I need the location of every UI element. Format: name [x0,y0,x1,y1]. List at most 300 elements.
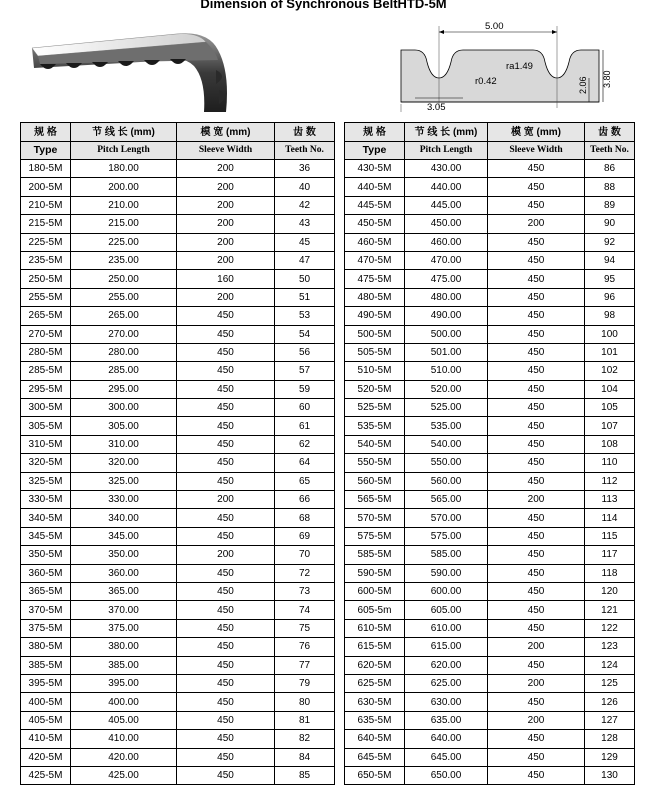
type-cell: 565-5M [345,491,405,509]
type-cell: 620-5M [345,656,405,674]
sleeve-width-cell: 450 [488,601,585,619]
teeth-count-cell: 76 [275,638,335,656]
table-row [21,325,335,343]
teeth-count-cell: 72 [275,564,335,582]
teeth-count-cell: 107 [585,417,635,435]
table-row [345,730,635,748]
type-cell: 280-5M [21,343,71,361]
sleeve-width-cell: 450 [488,362,585,380]
teeth-count-cell: 102 [585,362,635,380]
sleeve-width-cell: 450 [177,582,275,600]
header-pitch-cn: 节 线 长 (mm) [71,123,177,142]
table-row [21,693,335,711]
belt-height-label: 3.80 [602,70,612,88]
pitch-dimension-label: 5.00 [485,21,504,32]
sleeve-width-cell: 160 [177,270,275,288]
sleeve-width-cell: 450 [177,730,275,748]
pitch-length-cell: 300.00 [71,399,177,417]
sleeve-width-cell: 450 [177,472,275,490]
teeth-count-cell: 61 [275,417,335,435]
teeth-count-cell: 114 [585,509,635,527]
sleeve-width-cell: 450 [177,380,275,398]
teeth-count-cell: 36 [275,160,335,178]
teeth-count-cell: 50 [275,270,335,288]
sleeve-width-cell: 450 [488,454,585,472]
sleeve-width-cell: 450 [488,564,585,582]
type-cell: 600-5M [345,582,405,600]
type-cell: 430-5M [345,160,405,178]
type-cell: 410-5M [21,730,71,748]
table-row [21,509,335,527]
teeth-count-cell: 90 [585,215,635,233]
pitch-length-cell: 640.00 [405,730,488,748]
type-cell: 405-5M [21,711,71,729]
teeth-count-cell: 125 [585,674,635,692]
type-cell: 440-5M [345,178,405,196]
table-row [345,251,635,269]
sleeve-width-cell: 450 [177,454,275,472]
type-cell: 445-5M [345,196,405,214]
spec-table-left [20,122,335,785]
pitch-length-cell: 395.00 [71,674,177,692]
teeth-count-cell: 43 [275,215,335,233]
header-pitch-en: Pitch Length [405,142,488,160]
type-cell: 215-5M [21,215,71,233]
pitch-length-cell: 540.00 [405,435,488,453]
header-type-en: Type [345,142,405,160]
table-row [345,711,635,729]
teeth-count-cell: 101 [585,343,635,361]
table-row [345,417,635,435]
type-cell: 650-5M [345,766,405,784]
type-cell: 305-5M [21,417,71,435]
type-cell: 450-5M [345,215,405,233]
type-cell: 255-5M [21,288,71,306]
table-row [345,454,635,472]
header-type-cn: 规 格 [21,123,71,142]
pitch-length-cell: 210.00 [71,196,177,214]
teeth-count-cell: 121 [585,601,635,619]
teeth-count-cell: 81 [275,711,335,729]
sleeve-width-cell: 450 [488,417,585,435]
type-cell: 250-5M [21,270,71,288]
teeth-count-cell: 84 [275,748,335,766]
table-row [345,491,635,509]
table-row [21,417,335,435]
table-body-left [21,160,335,785]
type-cell: 295-5M [21,380,71,398]
sleeve-width-cell: 450 [177,509,275,527]
sleeve-width-cell: 450 [488,380,585,398]
teeth-count-cell: 82 [275,730,335,748]
sleeve-width-cell: 200 [177,288,275,306]
type-cell: 570-5M [345,509,405,527]
root-radius-label: r0.42 [475,76,497,87]
pitch-length-cell: 615.00 [405,638,488,656]
sleeve-width-cell: 200 [488,638,585,656]
header-pitch-en: Pitch Length [71,142,177,160]
pitch-length-cell: 460.00 [405,233,488,251]
sleeve-width-cell: 450 [488,766,585,784]
type-cell: 520-5M [345,380,405,398]
teeth-count-cell: 130 [585,766,635,784]
teeth-count-cell: 42 [275,196,335,214]
table-row [21,472,335,490]
pitch-length-cell: 450.00 [405,215,488,233]
teeth-count-cell: 40 [275,178,335,196]
pitch-length-cell: 630.00 [405,693,488,711]
sleeve-width-cell: 450 [177,638,275,656]
pitch-length-cell: 585.00 [405,546,488,564]
table-row [21,160,335,178]
type-cell: 625-5M [345,674,405,692]
type-cell: 470-5M [345,251,405,269]
type-cell: 560-5M [345,472,405,490]
teeth-count-cell: 65 [275,472,335,490]
type-cell: 425-5M [21,766,71,784]
table-row [345,196,635,214]
sleeve-width-cell: 450 [177,711,275,729]
table-row [21,196,335,214]
pitch-length-cell: 225.00 [71,233,177,251]
header-teeth-cn: 齿 数 [275,123,335,142]
belt-illustration [26,20,236,120]
sleeve-width-cell: 450 [488,748,585,766]
sleeve-width-cell: 200 [488,491,585,509]
type-cell: 360-5M [21,564,71,582]
teeth-count-cell: 124 [585,656,635,674]
sleeve-width-cell: 450 [488,472,585,490]
table-row [345,270,635,288]
table-row [21,215,335,233]
table-row [21,491,335,509]
teeth-count-cell: 98 [585,307,635,325]
sleeve-width-cell: 450 [177,656,275,674]
pitch-length-cell: 425.00 [71,766,177,784]
table-row [345,564,635,582]
sleeve-width-cell: 200 [488,711,585,729]
teeth-count-cell: 85 [275,766,335,784]
type-cell: 540-5M [345,435,405,453]
table-row [345,178,635,196]
type-cell: 480-5M [345,288,405,306]
pitch-length-cell: 500.00 [405,325,488,343]
table-row [21,343,335,361]
pitch-length-cell: 470.00 [405,251,488,269]
pitch-length-cell: 635.00 [405,711,488,729]
table-row [21,178,335,196]
sleeve-width-cell: 450 [488,509,585,527]
teeth-count-cell: 79 [275,674,335,692]
sleeve-width-cell: 450 [488,730,585,748]
table-row [21,251,335,269]
teeth-count-cell: 73 [275,582,335,600]
pitch-length-cell: 575.00 [405,527,488,545]
type-cell: 630-5M [345,693,405,711]
type-cell: 500-5M [345,325,405,343]
table-row [21,454,335,472]
pitch-length-cell: 650.00 [405,766,488,784]
tooth-width-label: 3.05 [427,102,446,113]
pitch-length-cell: 305.00 [71,417,177,435]
table-row [21,601,335,619]
pitch-length-cell: 295.00 [71,380,177,398]
pitch-length-cell: 490.00 [405,307,488,325]
type-cell: 270-5M [21,325,71,343]
pitch-length-cell: 180.00 [71,160,177,178]
teeth-count-cell: 53 [275,307,335,325]
pitch-length-cell: 550.00 [405,454,488,472]
sleeve-width-cell: 450 [177,619,275,637]
sleeve-width-cell: 450 [488,160,585,178]
type-cell: 225-5M [21,233,71,251]
table-row [21,270,335,288]
pitch-length-cell: 620.00 [405,656,488,674]
type-cell: 510-5M [345,362,405,380]
table-row [345,380,635,398]
sleeve-width-cell: 450 [488,693,585,711]
type-cell: 535-5M [345,417,405,435]
table-row [21,730,335,748]
teeth-count-cell: 75 [275,619,335,637]
teeth-count-cell: 92 [585,233,635,251]
type-cell: 370-5M [21,601,71,619]
teeth-count-cell: 120 [585,582,635,600]
teeth-count-cell: 117 [585,546,635,564]
table-row [345,343,635,361]
type-cell: 400-5M [21,693,71,711]
header-width-cn: 模 宽 (mm) [177,123,275,142]
sleeve-width-cell: 450 [488,288,585,306]
type-cell: 385-5M [21,656,71,674]
teeth-count-cell: 51 [275,288,335,306]
pitch-length-cell: 645.00 [405,748,488,766]
type-cell: 585-5M [345,546,405,564]
pitch-length-cell: 350.00 [71,546,177,564]
sleeve-width-cell: 450 [177,766,275,784]
table-row [21,619,335,637]
teeth-count-cell: 95 [585,270,635,288]
sleeve-width-cell: 450 [177,674,275,692]
type-cell: 615-5M [345,638,405,656]
table-row [345,325,635,343]
sleeve-width-cell: 450 [488,196,585,214]
header-width-cn: 模 宽 (mm) [488,123,585,142]
table-row [21,711,335,729]
table-row [345,307,635,325]
pitch-length-cell: 200.00 [71,178,177,196]
sleeve-width-cell: 200 [177,233,275,251]
type-cell: 180-5M [21,160,71,178]
teeth-count-cell: 47 [275,251,335,269]
sleeve-width-cell: 200 [177,178,275,196]
teeth-count-cell: 112 [585,472,635,490]
spec-table-right [344,122,635,785]
table-row [21,656,335,674]
pitch-length-cell: 400.00 [71,693,177,711]
teeth-count-cell: 128 [585,730,635,748]
pitch-length-cell: 605.00 [405,601,488,619]
teeth-count-cell: 108 [585,435,635,453]
pitch-length-cell: 480.00 [405,288,488,306]
sleeve-width-cell: 200 [177,491,275,509]
type-cell: 460-5M [345,233,405,251]
sleeve-width-cell: 450 [177,693,275,711]
type-cell: 420-5M [21,748,71,766]
table-row [21,527,335,545]
sleeve-width-cell: 450 [177,325,275,343]
pitch-length-cell: 280.00 [71,343,177,361]
header-pitch-cn: 节 线 长 (mm) [405,123,488,142]
pitch-length-cell: 370.00 [71,601,177,619]
teeth-count-cell: 122 [585,619,635,637]
pitch-length-cell: 501.00 [405,343,488,361]
pitch-length-cell: 270.00 [71,325,177,343]
page-title: Dimension of Synchronous BeltHTD-5M [200,0,447,11]
teeth-count-cell: 56 [275,343,335,361]
type-cell: 505-5M [345,343,405,361]
teeth-count-cell: 104 [585,380,635,398]
teeth-count-cell: 64 [275,454,335,472]
table-row [345,619,635,637]
table-row [21,307,335,325]
pitch-length-cell: 235.00 [71,251,177,269]
type-cell: 265-5M [21,307,71,325]
type-cell: 635-5M [345,711,405,729]
teeth-count-cell: 45 [275,233,335,251]
header-teeth-cn: 齿 数 [585,123,635,142]
sleeve-width-cell: 200 [488,215,585,233]
sleeve-width-cell: 450 [488,619,585,637]
teeth-count-cell: 54 [275,325,335,343]
pitch-length-cell: 365.00 [71,582,177,600]
type-cell: 365-5M [21,582,71,600]
table-row [21,435,335,453]
pitch-length-cell: 565.00 [405,491,488,509]
type-cell: 550-5M [345,454,405,472]
header-type-cn: 规 格 [345,123,405,142]
teeth-count-cell: 88 [585,178,635,196]
pitch-length-cell: 360.00 [71,564,177,582]
teeth-count-cell: 115 [585,527,635,545]
pitch-length-cell: 590.00 [405,564,488,582]
sleeve-width-cell: 450 [177,362,275,380]
teeth-count-cell: 57 [275,362,335,380]
sleeve-width-cell: 450 [488,582,585,600]
header-type-en: Type [21,142,71,160]
tooth-radius-label: ra1.49 [506,61,533,72]
pitch-length-cell: 330.00 [71,491,177,509]
table-row [21,546,335,564]
sleeve-width-cell: 450 [488,270,585,288]
sleeve-width-cell: 450 [488,233,585,251]
header-width-en: Sleeve Width [177,142,275,160]
header-teeth-en: Teeth No. [275,142,335,160]
table-row [21,582,335,600]
teeth-count-cell: 89 [585,196,635,214]
sleeve-width-cell: 450 [177,307,275,325]
pitch-length-cell: 340.00 [71,509,177,527]
pitch-length-cell: 250.00 [71,270,177,288]
table-row [345,527,635,545]
type-cell: 325-5M [21,472,71,490]
pitch-length-cell: 310.00 [71,435,177,453]
sleeve-width-cell: 450 [177,343,275,361]
teeth-count-cell: 118 [585,564,635,582]
sleeve-width-cell: 450 [488,307,585,325]
pitch-length-cell: 430.00 [405,160,488,178]
pitch-length-cell: 600.00 [405,582,488,600]
sleeve-width-cell: 450 [488,325,585,343]
teeth-count-cell: 80 [275,693,335,711]
table-row [345,638,635,656]
type-cell: 490-5M [345,307,405,325]
teeth-count-cell: 96 [585,288,635,306]
type-cell: 300-5M [21,399,71,417]
type-cell: 610-5M [345,619,405,637]
sleeve-width-cell: 450 [177,564,275,582]
teeth-count-cell: 74 [275,601,335,619]
header-teeth-en: Teeth No. [585,142,635,160]
sleeve-width-cell: 200 [177,196,275,214]
table-row [345,674,635,692]
pitch-length-cell: 325.00 [71,472,177,490]
teeth-count-cell: 59 [275,380,335,398]
teeth-count-cell: 69 [275,527,335,545]
pitch-length-cell: 380.00 [71,638,177,656]
sleeve-width-cell: 450 [488,546,585,564]
sleeve-width-cell: 200 [177,546,275,564]
teeth-count-cell: 110 [585,454,635,472]
sleeve-width-cell: 450 [488,656,585,674]
type-cell: 605-5m [345,601,405,619]
pitch-length-cell: 510.00 [405,362,488,380]
table-row [345,215,635,233]
pitch-length-cell: 440.00 [405,178,488,196]
pitch-length-cell: 345.00 [71,527,177,545]
type-cell: 235-5M [21,251,71,269]
teeth-count-cell: 60 [275,399,335,417]
table-row [345,509,635,527]
table-row [345,472,635,490]
teeth-count-cell: 68 [275,509,335,527]
table-row [21,380,335,398]
teeth-count-cell: 77 [275,656,335,674]
pitch-length-cell: 265.00 [71,307,177,325]
table-row [21,674,335,692]
type-cell: 200-5M [21,178,71,196]
type-cell: 525-5M [345,399,405,417]
teeth-count-cell: 113 [585,491,635,509]
pitch-length-cell: 320.00 [71,454,177,472]
pitch-length-cell: 215.00 [71,215,177,233]
table-row [21,564,335,582]
sleeve-width-cell: 450 [177,417,275,435]
sleeve-width-cell: 450 [488,435,585,453]
table-row [345,601,635,619]
type-cell: 345-5M [21,527,71,545]
type-cell: 475-5M [345,270,405,288]
teeth-count-cell: 105 [585,399,635,417]
type-cell: 590-5M [345,564,405,582]
type-cell: 285-5M [21,362,71,380]
teeth-count-cell: 127 [585,711,635,729]
teeth-count-cell: 86 [585,160,635,178]
sleeve-width-cell: 450 [488,343,585,361]
teeth-count-cell: 70 [275,546,335,564]
table-row [345,362,635,380]
sleeve-width-cell: 450 [177,527,275,545]
